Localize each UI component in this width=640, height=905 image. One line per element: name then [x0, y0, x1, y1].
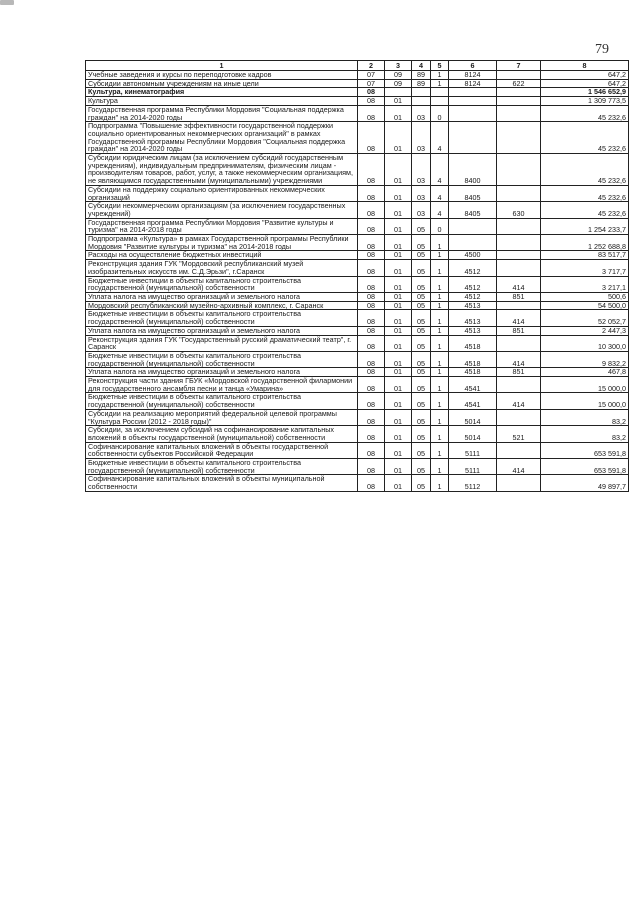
target-item-code: 4512	[449, 276, 497, 292]
item-description: Государственная программа Республики Мордовия "Развитие культуры и туризма" на 2014-2018 годы	[86, 218, 358, 234]
table-row	[86, 377, 629, 393]
expense-type-code	[497, 301, 541, 310]
table-row	[86, 97, 629, 106]
program-code: 05	[412, 301, 431, 310]
column-header: 5	[431, 61, 449, 71]
target-item-code: 5111	[449, 459, 497, 475]
subprogram-code: 0	[431, 105, 449, 121]
section-code: 08	[358, 235, 385, 251]
amount-value: 1 254 233,7	[541, 218, 629, 234]
item-description: Бюджетные инвестиции в объекты капитального строительства государственной (муниципальной) собственности	[86, 276, 358, 292]
subprogram-code: 1	[431, 79, 449, 88]
section-code: 08	[358, 326, 385, 335]
subsection-code: 01	[385, 218, 412, 234]
program-code	[412, 97, 431, 106]
table-row	[86, 105, 629, 121]
subprogram-code: 1	[431, 310, 449, 326]
table-row	[86, 335, 629, 351]
subsection-code: 01	[385, 185, 412, 201]
amount-value: 45 232,6	[541, 202, 629, 218]
table-row	[86, 202, 629, 218]
table-row	[86, 292, 629, 301]
subsection-code: 01	[385, 301, 412, 310]
target-item-code	[449, 88, 497, 97]
table-row	[86, 235, 629, 251]
item-description: Реконструкция здания ГУК "Мордовский республиканский музей изобразительных искусств им. С.Д.Эрьзи", г.Саранск	[86, 260, 358, 276]
subprogram-code: 1	[431, 301, 449, 310]
program-code: 05	[412, 377, 431, 393]
target-item-code: 8405	[449, 202, 497, 218]
section-code: 08	[358, 202, 385, 218]
expense-type-code	[497, 251, 541, 260]
expense-type-code: 521	[497, 426, 541, 442]
amount-value: 83 517,7	[541, 251, 629, 260]
column-header: 4	[412, 61, 431, 71]
item-description: Государственная программа Республики Мордовия "Социальная поддержка граждан" на 2014-2020 годы	[86, 105, 358, 121]
subsection-code: 01	[385, 276, 412, 292]
table-row	[86, 251, 629, 260]
item-description: Мордовский республиканский музейно-архивный комплекс, г. Саранск	[86, 301, 358, 310]
target-item-code: 5014	[449, 426, 497, 442]
target-item-code: 4518	[449, 335, 497, 351]
section-code: 07	[358, 79, 385, 88]
section-code: 08	[358, 377, 385, 393]
subprogram-code: 1	[431, 251, 449, 260]
program-code: 89	[412, 79, 431, 88]
amount-value: 653 591,8	[541, 442, 629, 458]
item-description: Субсидии автономным учреждениям на иные цели	[86, 79, 358, 88]
budget-table	[85, 60, 629, 492]
amount-value: 1 252 688,8	[541, 235, 629, 251]
item-description: Культура, кинематография	[86, 88, 358, 97]
section-code: 07	[358, 71, 385, 80]
table-row	[86, 154, 629, 186]
program-code: 03	[412, 202, 431, 218]
expense-type-code	[497, 218, 541, 234]
subprogram-code: 1	[431, 276, 449, 292]
section-code: 08	[358, 301, 385, 310]
subsection-code: 01	[385, 475, 412, 491]
page-number: 79	[595, 42, 609, 57]
target-item-code: 4500	[449, 251, 497, 260]
table-row	[86, 442, 629, 458]
column-header: 1	[86, 61, 358, 71]
item-description: Бюджетные инвестиции в объекты капитального строительства государственной (муниципальной) собственности	[86, 351, 358, 367]
section-code: 08	[358, 218, 385, 234]
subsection-code: 01	[385, 426, 412, 442]
subsection-code: 01	[385, 409, 412, 425]
subprogram-code: 1	[431, 335, 449, 351]
target-item-code: 4541	[449, 393, 497, 409]
amount-value: 647,2	[541, 71, 629, 80]
subprogram-code: 1	[431, 326, 449, 335]
expense-type-code	[497, 442, 541, 458]
target-item-code: 4512	[449, 260, 497, 276]
subsection-code: 01	[385, 260, 412, 276]
section-code: 08	[358, 260, 385, 276]
subsection-code: 01	[385, 326, 412, 335]
program-code: 05	[412, 260, 431, 276]
table-row	[86, 260, 629, 276]
target-item-code: 5112	[449, 475, 497, 491]
subsection-code: 01	[385, 310, 412, 326]
section-code: 08	[358, 310, 385, 326]
expense-type-code	[497, 122, 541, 154]
program-code: 03	[412, 122, 431, 154]
item-description: Бюджетные инвестиции в объекты капитального строительства государственной (муниципальной) собственности	[86, 459, 358, 475]
expense-type-code: 414	[497, 393, 541, 409]
table-body	[86, 71, 629, 492]
program-code: 05	[412, 426, 431, 442]
program-code: 05	[412, 326, 431, 335]
table-row	[86, 310, 629, 326]
section-code: 08	[358, 442, 385, 458]
expense-type-code: 414	[497, 276, 541, 292]
section-code: 08	[358, 351, 385, 367]
subprogram-code: 4	[431, 185, 449, 201]
target-item-code: 4518	[449, 351, 497, 367]
section-code: 08	[358, 368, 385, 377]
subprogram-code: 1	[431, 292, 449, 301]
scan-speck	[0, 0, 14, 5]
amount-value: 500,6	[541, 292, 629, 301]
item-description: Бюджетные инвестиции в объекты капитального строительства государственной (муниципальной) собственности	[86, 310, 358, 326]
item-description: Софинансирование капитальных вложений в объекты государственной собственности субъектов Российской Федерации	[86, 442, 358, 458]
program-code: 05	[412, 335, 431, 351]
amount-value: 10 300,0	[541, 335, 629, 351]
item-description: Подпрограмма "Повышение эффективности государственной поддержки социально ориентированных некоммерческих организаций" в рамках Государственной программы Республики Мордовия "Социальная поддержка граждан" на 2014-2020 годы	[86, 122, 358, 154]
subprogram-code: 1	[431, 368, 449, 377]
amount-value: 83,2	[541, 409, 629, 425]
subsection-code: 01	[385, 335, 412, 351]
section-code: 08	[358, 409, 385, 425]
item-description: Субсидии на реализацию мероприятий федеральной целевой программы "Культура России (2012 - 2018 годы)"	[86, 409, 358, 425]
subsection-code: 01	[385, 459, 412, 475]
target-item-code	[449, 105, 497, 121]
expense-type-code: 851	[497, 368, 541, 377]
amount-value: 1 546 652,9	[541, 88, 629, 97]
subsection-code: 01	[385, 377, 412, 393]
amount-value: 1 309 773,5	[541, 97, 629, 106]
expense-type-code	[497, 154, 541, 186]
subsection-code: 09	[385, 79, 412, 88]
column-header: 7	[497, 61, 541, 71]
subsection-code: 09	[385, 71, 412, 80]
amount-value: 45 232,6	[541, 105, 629, 121]
expense-type-code: 414	[497, 351, 541, 367]
item-description: Расходы на осуществление бюджетных инвестиций	[86, 251, 358, 260]
item-description: Реконструкция части здания ГБУК «Мордовской государственной филармонии для государственного ансамбля песни и танца «Умарина»	[86, 377, 358, 393]
program-code: 05	[412, 351, 431, 367]
program-code: 05	[412, 218, 431, 234]
section-code: 08	[358, 251, 385, 260]
amount-value: 15 000,0	[541, 377, 629, 393]
item-description: Подпрограмма «Культура» в рамках Государственной программы Республики Мордовия "Развитие культуры и туризма" на 2014-2018 годы	[86, 235, 358, 251]
expense-type-code: 630	[497, 202, 541, 218]
table-row	[86, 426, 629, 442]
subprogram-code: 1	[431, 393, 449, 409]
expense-type-code	[497, 377, 541, 393]
item-description: Субсидии, за исключением субсидий на софинансирование капитальных вложений в объекты государственной (муниципальной) собственности	[86, 426, 358, 442]
table-row	[86, 301, 629, 310]
table-row	[86, 71, 629, 80]
item-description: Субсидии на поддержку социально ориентированных некоммерческих организаций	[86, 185, 358, 201]
amount-value: 467,8	[541, 368, 629, 377]
expense-type-code	[497, 409, 541, 425]
table-row	[86, 326, 629, 335]
section-code: 08	[358, 426, 385, 442]
target-item-code	[449, 97, 497, 106]
target-item-code: 4513	[449, 310, 497, 326]
table-row	[86, 88, 629, 97]
subprogram-code	[431, 88, 449, 97]
program-code: 05	[412, 251, 431, 260]
amount-value: 49 897,7	[541, 475, 629, 491]
expense-type-code: 851	[497, 292, 541, 301]
subsection-code: 01	[385, 202, 412, 218]
target-item-code: 8124	[449, 79, 497, 88]
section-code: 08	[358, 185, 385, 201]
program-code: 05	[412, 409, 431, 425]
amount-value: 3 717,7	[541, 260, 629, 276]
program-code: 03	[412, 154, 431, 186]
section-code: 08	[358, 292, 385, 301]
subprogram-code: 1	[431, 409, 449, 425]
subsection-code: 01	[385, 368, 412, 377]
subsection-code: 01	[385, 154, 412, 186]
expense-type-code	[497, 185, 541, 201]
expense-type-code	[497, 97, 541, 106]
subprogram-code: 1	[431, 260, 449, 276]
item-description: Уплата налога на имущество организаций и земельного налога	[86, 368, 358, 377]
target-item-code: 4541	[449, 377, 497, 393]
program-code: 05	[412, 442, 431, 458]
expense-type-code: 622	[497, 79, 541, 88]
target-item-code	[449, 235, 497, 251]
table-row	[86, 393, 629, 409]
amount-value: 52 052,7	[541, 310, 629, 326]
column-header: 8	[541, 61, 629, 71]
section-code: 08	[358, 459, 385, 475]
item-description: Бюджетные инвестиции в объекты капитального строительства государственной (муниципальной) собственности	[86, 393, 358, 409]
program-code: 05	[412, 393, 431, 409]
target-item-code: 8124	[449, 71, 497, 80]
section-code: 08	[358, 335, 385, 351]
program-code: 03	[412, 105, 431, 121]
subsection-code: 01	[385, 292, 412, 301]
item-description: Уплата налога на имущество организаций и земельного налога	[86, 292, 358, 301]
program-code: 05	[412, 292, 431, 301]
section-code: 08	[358, 475, 385, 491]
section-code: 08	[358, 122, 385, 154]
expense-type-code	[497, 475, 541, 491]
subprogram-code: 4	[431, 202, 449, 218]
table-row	[86, 122, 629, 154]
column-header: 3	[385, 61, 412, 71]
amount-value: 54 500,0	[541, 301, 629, 310]
column-header: 6	[449, 61, 497, 71]
table-row	[86, 368, 629, 377]
table-row	[86, 185, 629, 201]
table-row	[86, 459, 629, 475]
subprogram-code: 4	[431, 154, 449, 186]
program-code: 05	[412, 310, 431, 326]
target-item-code: 8400	[449, 154, 497, 186]
item-description: Уплата налога на имущество организаций и земельного налога	[86, 326, 358, 335]
amount-value: 45 232,6	[541, 154, 629, 186]
subsection-code: 01	[385, 393, 412, 409]
expense-type-code	[497, 71, 541, 80]
amount-value: 45 232,6	[541, 185, 629, 201]
subprogram-code: 4	[431, 122, 449, 154]
header-row	[86, 61, 629, 71]
target-item-code: 8405	[449, 185, 497, 201]
program-code: 89	[412, 71, 431, 80]
section-code: 08	[358, 105, 385, 121]
subsection-code: 01	[385, 105, 412, 121]
subprogram-code: 1	[431, 475, 449, 491]
subprogram-code: 1	[431, 442, 449, 458]
target-item-code: 4513	[449, 326, 497, 335]
expense-type-code: 414	[497, 310, 541, 326]
section-code: 08	[358, 88, 385, 97]
expense-type-code: 414	[497, 459, 541, 475]
subsection-code: 01	[385, 442, 412, 458]
section-code: 08	[358, 154, 385, 186]
program-code: 05	[412, 475, 431, 491]
amount-value: 9 832,2	[541, 351, 629, 367]
amount-value: 83,2	[541, 426, 629, 442]
subprogram-code	[431, 97, 449, 106]
item-description: Учебные заведения и курсы по переподготовке кадров	[86, 71, 358, 80]
subsection-code: 01	[385, 251, 412, 260]
amount-value: 15 000,0	[541, 393, 629, 409]
subsection-code	[385, 88, 412, 97]
program-code: 03	[412, 185, 431, 201]
program-code: 05	[412, 368, 431, 377]
table-row	[86, 218, 629, 234]
amount-value: 2 447,3	[541, 326, 629, 335]
amount-value: 45 232,6	[541, 122, 629, 154]
target-item-code: 4512	[449, 292, 497, 301]
subsection-code: 01	[385, 351, 412, 367]
subprogram-code: 1	[431, 426, 449, 442]
item-description: Субсидии некоммерческим организациям (за исключением государственных учреждений)	[86, 202, 358, 218]
table-row	[86, 276, 629, 292]
amount-value: 647,2	[541, 79, 629, 88]
subprogram-code: 1	[431, 71, 449, 80]
subsection-code: 01	[385, 122, 412, 154]
program-code: 05	[412, 276, 431, 292]
program-code: 05	[412, 235, 431, 251]
program-code: 05	[412, 459, 431, 475]
target-item-code: 5014	[449, 409, 497, 425]
amount-value: 653 591,8	[541, 459, 629, 475]
expense-type-code	[497, 88, 541, 97]
target-item-code	[449, 122, 497, 154]
expense-type-code	[497, 260, 541, 276]
item-description: Культура	[86, 97, 358, 106]
expense-type-code	[497, 105, 541, 121]
subsection-code: 01	[385, 97, 412, 106]
section-code: 08	[358, 393, 385, 409]
table-row	[86, 351, 629, 367]
item-description: Реконструкция здания ГУК "Государственный русский драматический театр", г. Саранск	[86, 335, 358, 351]
target-item-code: 4513	[449, 301, 497, 310]
subprogram-code: 1	[431, 351, 449, 367]
subprogram-code: 1	[431, 235, 449, 251]
table-row	[86, 79, 629, 88]
column-header: 2	[358, 61, 385, 71]
expense-type-code	[497, 335, 541, 351]
target-item-code	[449, 218, 497, 234]
section-code: 08	[358, 97, 385, 106]
amount-value: 3 217,1	[541, 276, 629, 292]
subsection-code: 01	[385, 235, 412, 251]
subprogram-code: 1	[431, 377, 449, 393]
table-row	[86, 475, 629, 491]
table-row	[86, 409, 629, 425]
section-code: 08	[358, 276, 385, 292]
target-item-code: 4518	[449, 368, 497, 377]
program-code	[412, 88, 431, 97]
expense-type-code: 851	[497, 326, 541, 335]
item-description: Софинансирование капитальных вложений в объекты муниципальной собственности	[86, 475, 358, 491]
item-description: Субсидии юридическим лицам (за исключением субсидий государственным учреждениям), индивидуальным предпринимателям, физическим лицам - производителям товаров, работ, услуг, а также некоммерческим организациям, не являющимся государственными (муниципальными) учреждениями	[86, 154, 358, 186]
expense-type-code	[497, 235, 541, 251]
subprogram-code: 1	[431, 459, 449, 475]
subprogram-code: 0	[431, 218, 449, 234]
target-item-code: 5111	[449, 442, 497, 458]
